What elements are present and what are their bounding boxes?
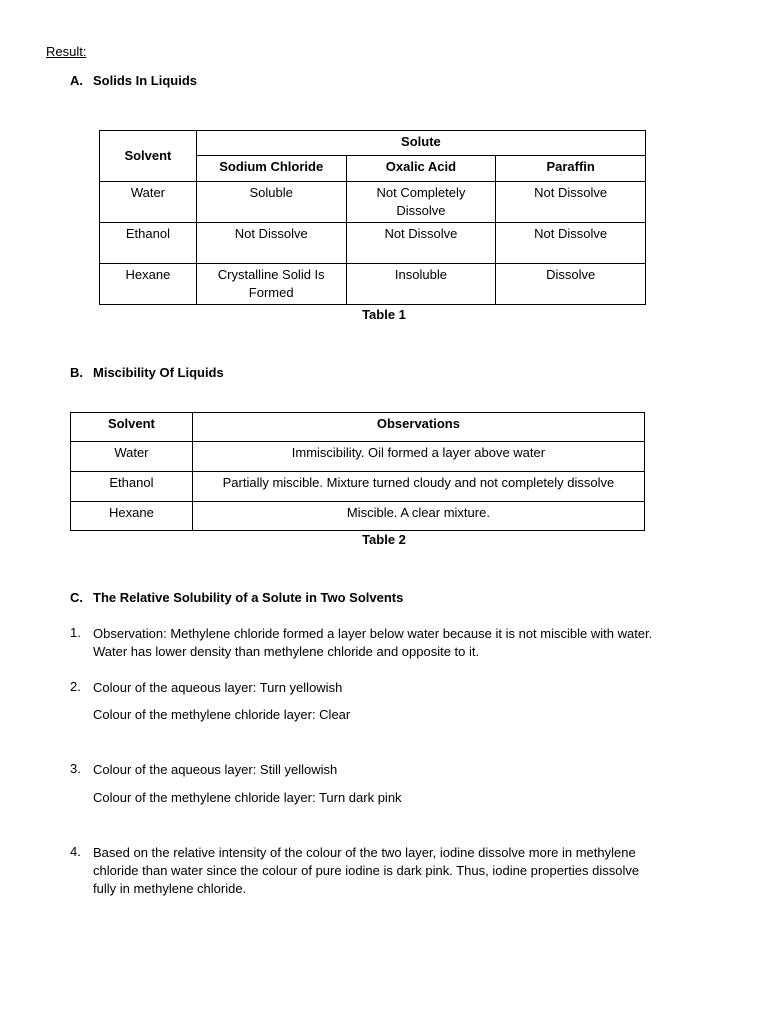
section-c-letter: C. — [70, 590, 83, 605]
table1-cell: Dissolve — [496, 264, 646, 305]
item-number: 1. — [70, 625, 81, 640]
section-c-title: The Relative Solubility of a Solute in Two Solvents — [93, 590, 404, 605]
section-a-letter: A. — [70, 73, 83, 88]
list-item: chloride than water since the colour of pure iodine is dark pink. Thus, iodine properties dissolve — [93, 863, 640, 878]
list-item: Colour of the aqueous layer: Turn yellowish — [93, 680, 343, 695]
item-number: 4. — [70, 844, 81, 859]
table1-solvent-cell: Hexane — [100, 264, 197, 305]
table1-solvent-cell: Water — [100, 182, 197, 223]
table2-caption: Table 2 — [362, 532, 406, 547]
table1-solute-header: Solute — [196, 131, 645, 156]
table1-cell: Not Dissolve — [346, 223, 496, 264]
table2-observation-cell: Miscible. A clear mixture. — [192, 502, 644, 531]
list-item: Colour of the aqueous layer: Still yellowish — [93, 762, 338, 777]
list-item: fully in methylene chloride. — [93, 881, 247, 896]
list-item: Water has lower density than methylene chloride and opposite to it. — [93, 644, 480, 659]
table1-cell: Crystalline Solid Is Formed — [196, 264, 346, 305]
section-a-title: Solids In Liquids — [93, 73, 197, 88]
table-row — [71, 472, 645, 502]
table2-solvent-cell: Hexane — [71, 502, 193, 531]
list-item: Colour of the methylene chloride layer: Clear — [93, 707, 351, 722]
table2-observation-cell: Partially miscible. Mixture turned cloudy and not completely dissolve — [192, 472, 644, 502]
table2-observation-cell: Immiscibility. Oil formed a layer above water — [192, 442, 644, 472]
table2-solvent-cell: Ethanol — [71, 472, 193, 502]
item-number: 3. — [70, 761, 81, 776]
list-item: Based on the relative intensity of the colour of the two layer, iodine dissolve more in methylene — [93, 845, 636, 860]
list-item: Observation: Methylene chloride formed a layer below water because it is not miscible with water. — [93, 626, 653, 641]
table1-cell: Soluble — [196, 182, 346, 223]
table2-observations-header: Observations — [192, 413, 644, 442]
table1-solvent-cell: Ethanol — [100, 223, 197, 264]
section-b-title: Miscibility Of Liquids — [93, 365, 224, 380]
list-item: Colour of the methylene chloride layer: Turn dark pink — [93, 790, 402, 805]
table1-cell: Not Completely Dissolve — [346, 182, 496, 223]
table-row — [71, 442, 645, 472]
table1-cell: Not Dissolve — [496, 182, 646, 223]
section-b-letter: B. — [70, 365, 83, 380]
table-row — [71, 502, 645, 531]
table2-solvent-cell: Water — [71, 442, 193, 472]
table-row — [100, 264, 646, 305]
solids-in-liquids-table — [99, 130, 646, 305]
table1-column-header: Oxalic Acid — [346, 156, 496, 182]
table1-cell: Not Dissolve — [196, 223, 346, 264]
table1-cell: Insoluble — [346, 264, 496, 305]
item-number: 2. — [70, 679, 81, 694]
table1-caption: Table 1 — [362, 307, 406, 322]
result-heading: Result: — [46, 44, 87, 59]
table-row — [100, 223, 646, 264]
table-row — [100, 182, 646, 223]
miscibility-table — [70, 412, 645, 531]
table2-solvent-header: Solvent — [71, 413, 193, 442]
table1-cell: Not Dissolve — [496, 223, 646, 264]
table1-solvent-header: Solvent — [100, 131, 197, 182]
table1-column-header: Paraffin — [496, 156, 646, 182]
table1-column-header: Sodium Chloride — [196, 156, 346, 182]
